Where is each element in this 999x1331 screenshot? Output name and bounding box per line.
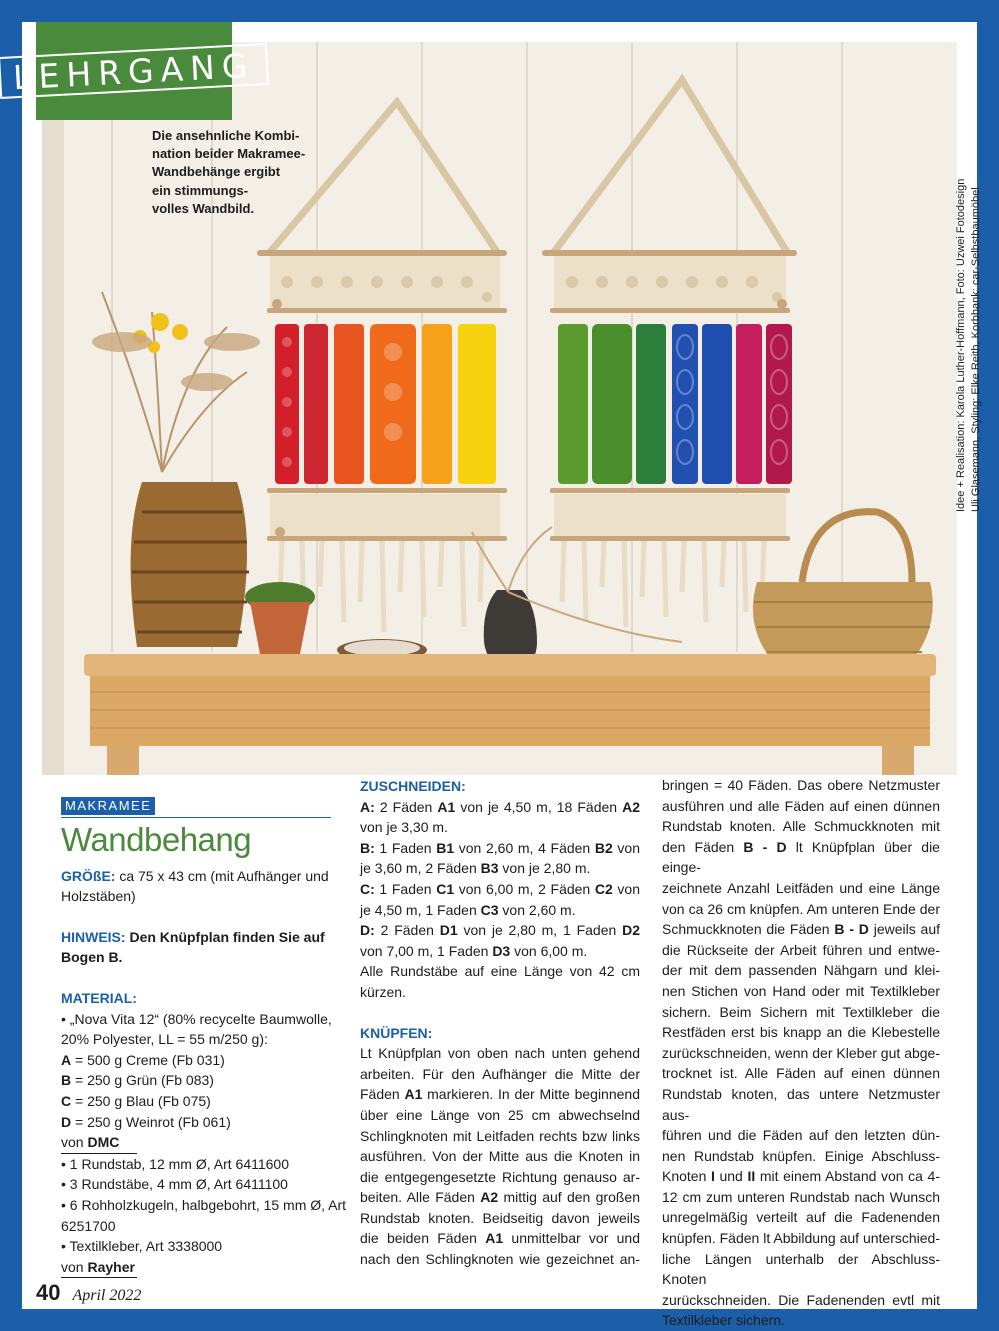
text-line: von ca 26 cm knüpfen. Am unteren Ende der [662,900,940,917]
cut-c: C: 1 Faden C1 von 6,00 m, 2 Fäden C2 von je 4,50 m, 1 Faden C3 von 2,60 m. [360,880,641,918]
text-line: Fäden A1 markieren. In der Mitte beginnend [360,1086,640,1103]
knot-heading: KNÜPFEN: [360,1024,433,1041]
knot-text-part2 [662,775,940,1331]
text-line: trocknet ist. Alle Fäden auf einen dünnen [662,1065,940,1082]
text-line: arbeiten. Für den Aufhänger die Mitte der [360,1065,640,1082]
photo-caption: Die ansehnliche Kombi- nation beider Makramee- Wandbehänge ergibt ein stimmungs- volles Wandbild. [152,128,306,216]
hint-info: HINWEIS: Den Knüpfplan finden Sie auf Bogen B. [61,928,325,966]
text-line: Rundstab knoten, das untere Netzmuster aus- [662,1085,940,1123]
text-line: den Fäden B - D lt Knüpfplan über die einge- [662,838,940,876]
section-tab-label: LEHRGANG [0,43,270,99]
text-line: über eine Länge von 25 cm abwechselnd [360,1106,640,1123]
supply-brand: von Rayher [61,1257,137,1279]
text-line: führen und die Fäden auf den letzten dün- [662,1127,940,1144]
text-line: der mit dem passenden Nähgarn und klei- [662,962,940,979]
text-line: Rundstab knoten. Beidseitig davon jeweils [360,1209,640,1226]
text-line: Schlingknoten mit Leitfaden rechts bzw links [360,1127,640,1144]
text-line: beiten. Alle Fäden A2 mittig auf den großen [360,1189,640,1206]
cut-a: A: 2 Fäden A1 von je 4,50 m, 18 Fäden A2 von je 3,30 m. [360,798,641,836]
text-line: nen Stichen von Hand oder mit Textilkleber [662,982,940,999]
supply-item: • Textilkleber, Art 3338000 [61,1238,223,1255]
column-1 [61,775,351,1278]
text-line: Lt Knüpfplan von oben nach unten gehend [360,1045,640,1062]
yarn-brand: von DMC [61,1132,137,1154]
knot-text-part1 [360,1043,640,1270]
text-line: knüpfen. Fäden lt Abbildung auf unterschied- [662,1230,940,1247]
page-number: 40 [36,1280,61,1305]
text-line: die entgegengesetzte Richtung genauso ar- [360,1168,640,1185]
text-line: die beiden Fäden A1 unmittelbar vor und [360,1230,641,1247]
magazine-page [12,22,983,1329]
yarn-item: D = 250 g Weinrot (Fb 061) [61,1113,231,1130]
text-line: Restfäden erst bis knapp an die Klebestelle [662,1024,940,1041]
text-line: die Rückseite der Arbeit führen und entwe- [662,941,940,958]
cut-d: D: 2 Fäden D1 von je 2,80 m, 1 Faden D2 von 7,00 m, 1 Faden D3 von 6,00 m. [360,922,640,959]
yarn-item: B = 250 g Grün (Fb 083) [61,1072,214,1089]
issue-date: April 2022 [72,1287,142,1304]
text-line: ausführen und alle Fäden auf einen dünnen [662,797,940,814]
text-line: liche Längen unterhalb der Abschluss-Knoten [662,1250,940,1288]
kicker-rule [61,817,331,818]
yarn-line: • „Nova Vita 12“ (80% recycelte Baumwolle, 20% Polyester, LL = 55 m/250 g): [61,1010,332,1048]
supply-item: • 6 Rohholzkugeln, halbgebohrt, 15 mm Ø, Art 6251700 [61,1196,347,1234]
page-footer [36,1280,141,1306]
supply-item: • 1 Rundstab, 12 mm Ø, Art 6411600 [61,1155,289,1172]
text-line: unregelmäßig verteilt auf die Fadenenden [662,1209,940,1226]
text-line: Textilkleber sichern. [662,1312,785,1329]
hero-photo [42,42,983,775]
article-title: Wandbehang [61,820,252,858]
yarn-item: C = 250 g Blau (Fb 075) [61,1092,211,1109]
cut-note: Alle Rundstäbe auf eine Länge von 42 cm kürzen. [360,963,640,1000]
yarn-item: A = 500 g Creme (Fb 031) [61,1051,225,1068]
text-line: Schmuckknoten die Fäden B - D jeweils auf [662,921,940,938]
text-line: Knoten I und II mit einem Abstand von ca 4- [662,1168,941,1185]
category-kicker: MAKRAMEE [61,797,155,815]
section-tab [12,22,256,120]
column-3 [662,775,940,1331]
text-line: zeichnete Anzahl Leitfäden und eine Länge [662,879,940,896]
text-line: 12 cm zum unteren Rundstab nach Wunsch [662,1188,940,1205]
column-2 [360,775,640,1270]
cut-heading: ZUSCHNEIDEN: [360,778,466,794]
text-line: nen Rundstab knüpfen. Einige Abschluss- [662,1147,940,1164]
text-line: nach den Schlingknoten wie gezeichnet an- [360,1251,640,1268]
text-line: sichern. Beim Sichern mit Textilkleber die [662,1003,940,1020]
photo-credit: Idee + Realisation: Karola Luther-Hoffmann, Foto: Uzwei Fotodesign Uli Glasemann, Styling: Elke Reith, Korbbank: car-Selbstbaumöbel [955,178,983,512]
supply-item: • 3 Rundstäbe, 4 mm Ø, Art 6411100 [61,1176,288,1193]
size-info: GRÖßE: ca 75 x 43 cm (mit Aufhänger und Holzstäben) [61,867,329,905]
material-heading: MATERIAL: [61,989,137,1006]
text-line: Rundstab knoten. Alle Schmuckknoten mit [662,818,940,835]
text-line: zurückschneiden. Die Fadenenden evtl mit [662,1291,940,1308]
text-line: bringen = 40 Fäden. Das obere Netzmuster [662,777,940,793]
text-line: zurückschneiden, wenn der Kleber gut abge- [662,1044,940,1061]
text-line: ausführen. Von der Mitte aus die Knoten in [360,1148,640,1165]
cut-b: B: 1 Faden B1 von 2,60 m, 4 Fäden B2 von je 3,60 m, 2 Fäden B3 von je 2,80 m. [360,839,641,877]
